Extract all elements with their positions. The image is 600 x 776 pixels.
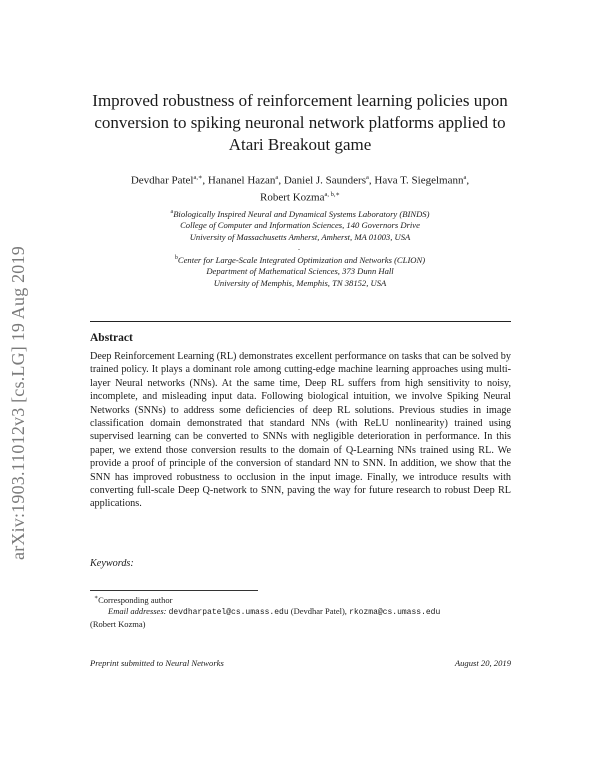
corresponding-author-note: Corresponding author: [98, 594, 173, 605]
affiliation-b: [80, 253, 520, 289]
email-link[interactable]: rkozma@cs.umass.edu: [349, 608, 441, 618]
author-separator: ,: [278, 174, 284, 187]
author-name: Hava T. Siegelmann: [374, 174, 464, 187]
author-name: Robert Kozma: [260, 191, 325, 204]
footnotes: [90, 593, 511, 630]
author-affiliation-mark: a,∗: [193, 174, 203, 181]
preprint-date: August 20, 2019: [454, 658, 511, 668]
footnote-rule: [90, 590, 258, 591]
author-separator: ,: [368, 174, 375, 187]
affiliation-line: University of Memphis, Memphis, TN 38152, USA: [213, 277, 387, 288]
keywords-label: Keywords:: [90, 558, 134, 569]
abstract-heading: Abstract: [90, 332, 133, 344]
author-affiliation-mark: a: [275, 174, 279, 181]
arxiv-identifier-stamp: arXiv:1903.11012v3 [cs.LG] 19 Aug 2019: [8, 246, 28, 560]
author-name: Hananel Hazan: [207, 174, 276, 187]
author-separator: ,: [466, 174, 470, 187]
title-line-2: conversion to spiking neuronal network platforms applied to: [94, 113, 506, 132]
preprint-note: Preprint submitted to Neural Networks: [90, 658, 224, 668]
affiliation-line: College of Computer and Information Sciences, 140 Governors Drive: [180, 220, 420, 231]
footnote-mark: ∗: [94, 595, 99, 601]
author-name: Daniel J. Saunders: [283, 174, 366, 187]
paper-title: [80, 90, 520, 156]
affiliation-line: Center for Large-Scale Integrated Optimization and Networks (CLION): [177, 254, 426, 265]
affiliation-mark: a: [170, 209, 174, 215]
author-list: [90, 171, 510, 204]
title-line-3: Atari Breakout game: [228, 135, 372, 154]
author-affiliation-mark: a: [366, 174, 369, 181]
affiliation-line: Biologically Inspired Neural and Dynamical Systems Laboratory (BINDS): [173, 208, 430, 219]
affiliation-a: [80, 207, 520, 243]
affiliation-line: University of Massachusetts Amherst, Amherst, MA 01003, USA: [189, 231, 411, 242]
title-line-1: Improved robustness of reinforcement learning policies upon: [92, 91, 508, 110]
author-separator: ,: [202, 174, 208, 187]
authors-line-1: [90, 171, 510, 188]
email-owner: (Devdhar Patel),: [290, 606, 347, 617]
affiliation-separator: .: [298, 243, 300, 252]
email-label: Email addresses:: [108, 606, 167, 617]
author-affiliation-mark: a: [463, 174, 467, 181]
author-affiliation-mark: a, b,∗: [324, 190, 340, 198]
authors-line-2: [90, 188, 510, 205]
abstract-top-rule: [90, 321, 511, 322]
email-owner: (Robert Kozma): [90, 618, 146, 629]
affiliation-mark: b: [174, 255, 178, 261]
author-name: Devdhar Patel: [130, 174, 194, 187]
email-link[interactable]: devdharpatel@cs.umass.edu: [168, 608, 289, 618]
abstract-body: Deep Reinforcement Learning (RL) demonstrates excellent performance on tasks that can be solved by trained policy. It plays a dominant role among cutting-edge machine learning approaches using multi-layer Neural networks (NNs). At the same time, Deep RL suffers from high sensitivity to noisy, incomplete, and misleading input data. Following biological intuition, we involve Spiking Neural Networks (SNNs) to address some deficiencies of deep RL solutions. Previous studies in image classification domain demonstrated that standard NNs (with ReLU nonlinearity) trained using supervised learning can be converted to SNNs with negligible deterioration in performance. In this paper, we extend those conversion results to the domain of Q-Learning NNs trained using RL. We provide a proof of principle of the conversion of standard NN to SNN. In addition, we show that the SNN has improved robustness to occlusion in the input image. Finally, we introduce results with converting full-scale Deep Q-network to SNN, paving the way for future research to robust Deep RL applications.: [90, 351, 511, 510]
affiliation-line: Department of Mathematical Sciences, 373 Dunn Hall: [206, 266, 394, 277]
